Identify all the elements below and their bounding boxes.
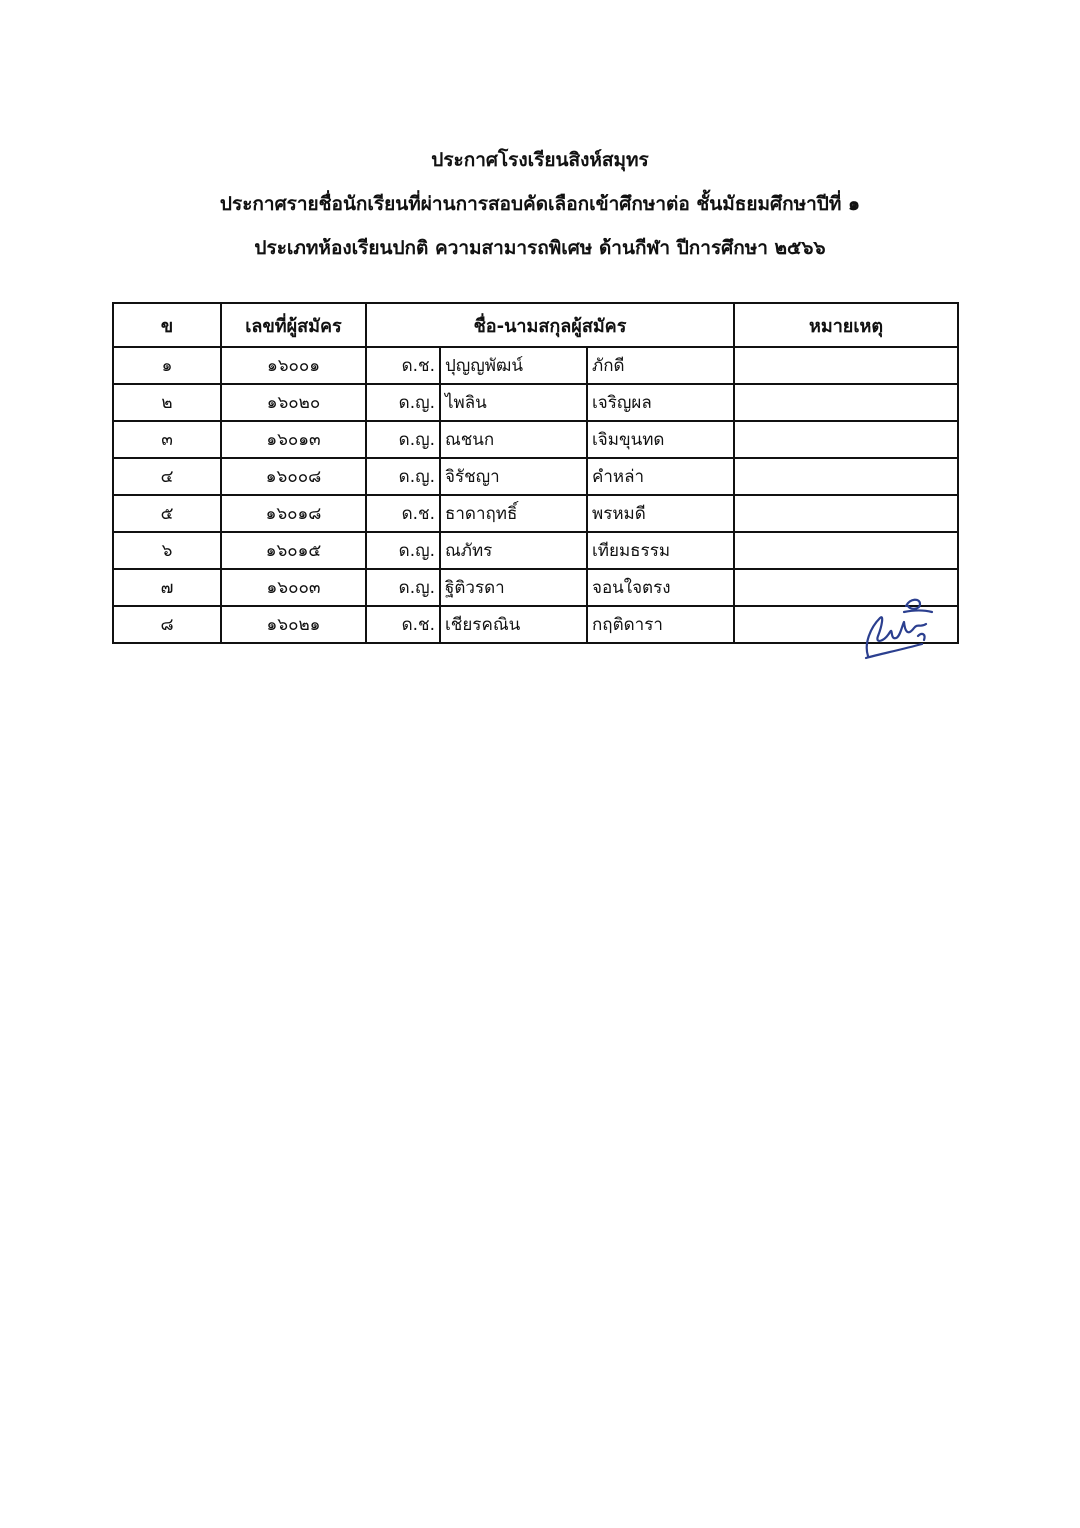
first-name: ธาดาฤทธิ์ (440, 495, 587, 532)
applicant-id: ๑๖๐๒๑ (221, 606, 366, 643)
first-name: เชียรคณิน (440, 606, 587, 643)
name-prefix: ด.ช. (366, 495, 440, 532)
last-name: เจิมขุนทด (587, 421, 734, 458)
first-name: ไพลิน (440, 384, 587, 421)
name-prefix: ด.ช. (366, 347, 440, 384)
first-name: ฐิติวรดา (440, 569, 587, 606)
name-prefix: ด.ญ. (366, 384, 440, 421)
first-name: จิรัชญา (440, 458, 587, 495)
last-name: ภักดี (587, 347, 734, 384)
table-body (113, 347, 958, 643)
row-number: ๘ (113, 606, 221, 643)
table-row (113, 532, 958, 569)
last-name: กฤติดารา (587, 606, 734, 643)
name-prefix: ด.ญ. (366, 458, 440, 495)
applicant-id: ๑๖๐๑๕ (221, 532, 366, 569)
last-name: เทียมธรรม (587, 532, 734, 569)
header-line-3: ประเภทห้องเรียนปกติ ความสามารถพิเศษ ด้านกีฬา ปีการศึกษา ๒๕๖๖ (254, 237, 826, 259)
applicant-table (112, 302, 959, 644)
table-row (113, 458, 958, 495)
name-prefix: ด.ญ. (366, 421, 440, 458)
first-name: ณชนก (440, 421, 587, 458)
name-prefix: ด.ญ. (366, 569, 440, 606)
last-name: จอนใจตรง (587, 569, 734, 606)
remark (734, 347, 958, 384)
row-number: ๔ (113, 458, 221, 495)
applicant-id: ๑๖๐๐๓ (221, 569, 366, 606)
remark (734, 458, 958, 495)
last-name: พรหมดี (587, 495, 734, 532)
column-header-applicant-id: เลขที่ผู้สมัคร (221, 303, 366, 347)
applicant-id: ๑๖๐๐๑ (221, 347, 366, 384)
first-name: ปุญญพัฒน์ (440, 347, 587, 384)
row-number: ๒ (113, 384, 221, 421)
remark (734, 384, 958, 421)
first-name: ณภัทร (440, 532, 587, 569)
row-number: ๖ (113, 532, 221, 569)
table-row (113, 569, 958, 606)
table-row (113, 606, 958, 643)
last-name: เจริญผล (587, 384, 734, 421)
header-line-2: ประกาศรายชื่อนักเรียนที่ผ่านการสอบคัดเลือกเข้าศึกษาต่อ ชั้นมัธยมศึกษาปีที่ ๑ (219, 193, 861, 215)
table-row (113, 495, 958, 532)
remark (734, 532, 958, 569)
column-header-remark: หมายเหตุ (734, 303, 958, 347)
remark (734, 421, 958, 458)
column-header-name: ชื่อ-นามสกุลผู้สมัคร (366, 303, 734, 347)
table-row (113, 347, 958, 384)
row-number: ๑ (113, 347, 221, 384)
applicant-id: ๑๖๐๐๘ (221, 458, 366, 495)
name-prefix: ด.ญ. (366, 532, 440, 569)
last-name: คำหล่า (587, 458, 734, 495)
table-header-row (113, 303, 958, 347)
table-row (113, 421, 958, 458)
applicant-id: ๑๖๐๒๐ (221, 384, 366, 421)
applicant-id: ๑๖๐๑๘ (221, 495, 366, 532)
handwritten-signature-icon (860, 592, 936, 664)
row-number: ๗ (113, 569, 221, 606)
column-header-no: ข (113, 303, 221, 347)
table-row (113, 384, 958, 421)
remark (734, 495, 958, 532)
document-header (0, 138, 1080, 270)
name-prefix: ด.ช. (366, 606, 440, 643)
applicant-id: ๑๖๐๑๓ (221, 421, 366, 458)
header-line-1: ประกาศโรงเรียนสิงห์สมุทร (431, 149, 649, 171)
row-number: ๓ (113, 421, 221, 458)
row-number: ๕ (113, 495, 221, 532)
